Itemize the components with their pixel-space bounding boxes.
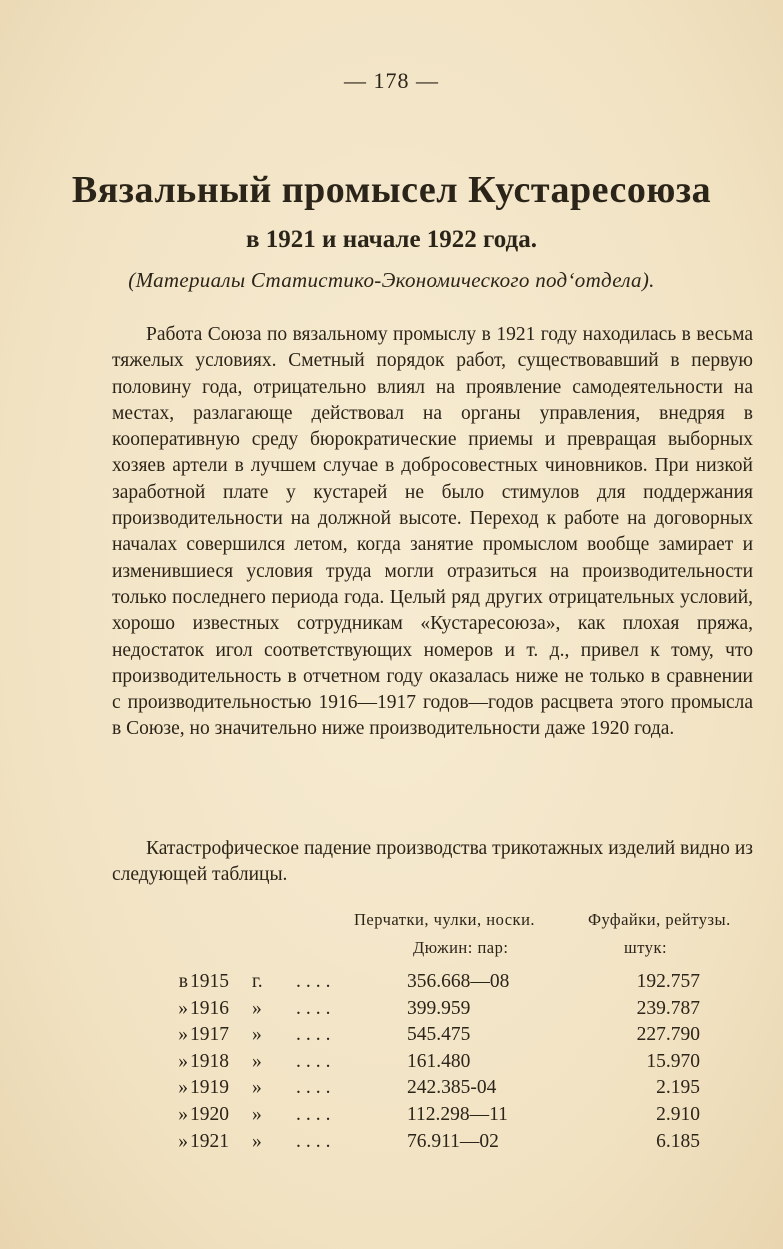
source-note: (Материалы Статистико-Экономического под‘отдела). [128,268,655,292]
gloves-value: 242.385-04 [407,1077,497,1099]
row-prefix: » [178,1050,188,1072]
sweaters-value: 6.185 [656,1130,700,1152]
row-year: 1917 [190,1024,229,1046]
sweaters-value: 2.910 [656,1104,700,1125]
table-row [0,1051,783,1077]
row-dots: .... [296,1050,336,1072]
row-prefix: » [178,1104,188,1125]
gloves-value: 76.911—02 [407,1130,499,1152]
page-number: — 178 — [344,68,439,93]
row-year: 1920 [190,1104,229,1125]
sweaters-value: 2.195 [656,1077,700,1099]
sweaters-value: 227.790 [636,1024,700,1046]
row-prefix: » [178,1130,188,1152]
row-year: 1918 [190,1050,229,1072]
col-gloves-header: Перчатки, чулки, носки. [354,910,536,929]
table-row [0,1077,783,1103]
gloves-value: 356.668—08 [407,971,510,992]
col-gloves-unit: Дюжин: пар: [413,938,509,957]
row-dots: .... [296,1104,336,1125]
row-prefix: » [178,1077,188,1099]
table-row [0,971,783,997]
row-year: 1921 [190,1130,229,1152]
row-suffix: г. [252,971,263,992]
row-suffix: » [252,1050,262,1072]
row-suffix: » [252,1077,262,1099]
gloves-value: 112.298—11 [407,1104,508,1125]
row-dots: .... [296,1130,336,1152]
col-sweaters-unit: штук: [624,938,668,957]
sweaters-value: 15.970 [646,1050,700,1072]
gloves-value: 545.475 [407,1024,471,1046]
sweaters-value: 192.757 [636,971,700,992]
table-row [0,1131,783,1157]
body-paragraph-1: Работа Союза по вязальному промыслу в 1921 году находилась в весьма тяжелых условиях. Сметный порядок работ, существовавший в первую половину года, отрицательно влиял на проявление самодеятельности на местах, разлагающе действовал на органы управления, внедряя в кооперативную среду бюрократические приемы и превращая выборных хозяев артели в лучшем случае в добросовестных чиновников. При низкой заработной плате у кустарей не было стимулов для поддержания производительности на должной высоте. Переход к работе на договорных началах совершился летом, когда занятие промыслом вообще замирает и изменившиеся условия труда могли отразиться на производительности только последнего периода года. Целый ряд других отрицательных условий, хорошо известных сотрудникам «Кустаресоюза», как плохая пряжа, недостаток игол соответствующих номеров и т. д., привел к тому, что производительность в отчетном году оказалась ниже не только в сравнении с производительностью 1916—1917 годов—годов расцвета этого промысла в Союзе, но значительно ниже производительности даже 1920 года. [112,324,753,740]
row-dots: .... [296,1077,336,1099]
article-title: Вязальный промысел Кустаресоюза [71,169,712,211]
row-year: 1919 [190,1077,229,1099]
article-subtitle: в 1921 и начале 1922 года. [246,226,537,253]
row-dots: .... [296,1024,336,1046]
body-paragraph-2: Катастрофическое падение производства трикотажных изделий видно из следующей таблицы. [112,838,753,886]
table-row [0,998,783,1024]
col-sweaters-header: Фуфайки, рейтузы. [588,910,731,929]
row-suffix: » [252,1104,262,1125]
row-dots: .... [296,971,336,992]
row-prefix: в [178,971,188,992]
gloves-value: 161.480 [407,1050,471,1072]
table-row [0,1104,783,1130]
row-dots: .... [296,997,336,1019]
row-prefix: » [178,997,188,1019]
row-prefix: » [178,1024,188,1046]
row-suffix: » [252,1024,262,1046]
row-year: 1916 [190,997,229,1019]
row-suffix: » [252,997,262,1019]
row-suffix: » [252,1130,262,1152]
sweaters-value: 239.787 [636,997,700,1019]
row-year: 1915 [190,971,229,992]
table-row [0,1024,783,1050]
gloves-value: 399.959 [407,997,471,1019]
